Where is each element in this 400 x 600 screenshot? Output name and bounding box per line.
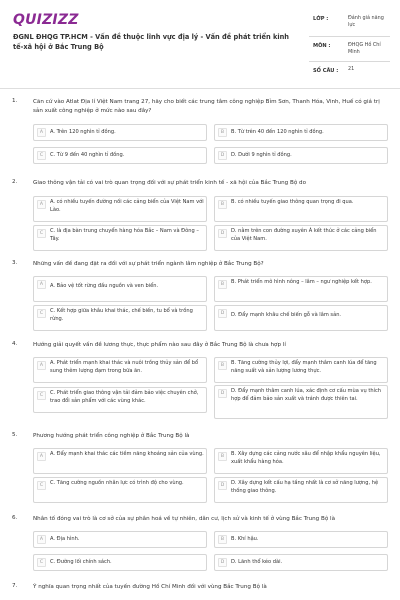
option-letter: C [37,229,46,238]
option-text: A. Trên 120 nghìn tỉ đồng. [50,129,116,135]
option-d[interactable] [214,477,388,503]
option-c[interactable] [33,147,207,164]
option-text: B. Tăng cường thủy lợi, đẩy mạnh thâm canh lúa để tăng năng suất và sản lượng lương thực. [231,360,377,374]
option-letter: B [218,361,227,370]
class-label: LỚP : [313,16,329,22]
option-letter: A [37,128,46,137]
option-b[interactable] [214,124,388,141]
option-letter: A [37,280,46,289]
option-d[interactable] [214,225,388,251]
question-text: Phương hướng phát triển công nghiệp ở Bắc Trung Bộ là [33,433,190,439]
option-letter: D [218,229,227,238]
question-number: 1. [12,98,18,104]
meta-row-class [309,10,390,37]
header-divider [0,88,400,89]
option-letter: A [37,535,46,544]
option-b[interactable] [214,196,388,222]
option-letter: D [218,309,227,318]
subject-value: ĐHQG Hồ Chí Minh [348,42,381,56]
option-text: A. Địa hình. [50,536,80,542]
option-c[interactable] [33,225,207,251]
option-d[interactable] [214,385,388,419]
option-text: A. Đẩy mạnh khai thác các tiềm năng khoáng sản của vùng. [50,451,204,457]
option-letter: D [218,558,227,567]
option-text: B. Phát triển mô hình nông – lâm – ngư nghiệp kết hợp. [231,279,372,285]
question-number: 5. [12,432,18,438]
option-b[interactable] [214,357,388,383]
option-text: C. Kết hợp giữa khâu khai thác, chế biến, tu bổ và trồng rừng. [50,308,193,322]
option-text: A. có nhiều tuyến đường nối các cảng biển của Việt Nam với Lào. [50,199,204,213]
question-number: 2. [12,179,18,185]
option-letter: A [37,361,46,370]
option-a[interactable] [33,124,207,141]
option-a[interactable] [33,276,207,302]
option-letter: B [218,280,227,289]
option-letter: B [218,535,227,544]
option-text: A. Bảo vệ tốt rừng đầu nguồn và ven biển. [50,283,159,289]
option-text: B. Khí hậu. [231,536,259,542]
option-letter: B [218,200,227,209]
option-letter: D [218,389,227,398]
option-letter: B [218,452,227,461]
option-text: D. nằm trên con đường xuyên Á kết thúc ở các cảng biển của Việt Nam. [231,228,377,242]
option-b[interactable] [214,531,388,548]
option-text: D. Dưới 9 nghìn tỉ đồng. [231,152,292,158]
option-d[interactable] [214,554,388,571]
option-letter: A [37,452,46,461]
subject-label: MÔN : [313,43,331,49]
option-text: D. Đẩy mạnh khâu chế biến gỗ và lâm sản. [231,312,342,318]
option-text: D. Xây dựng kết cấu hạ tầng nhất là cơ sở năng lượng, hệ thống giao thông. [231,480,379,494]
option-text: C. Phát triển giao thông vận tải đảm bảo việc chuyên chở, trao đổi sản phẩm với các vùng khác. [50,390,199,404]
question-number: 3. [12,260,18,266]
option-text: A. Phát triển mạnh khai thác và nuôi trồng thủy sản để bổ sung thêm lượng đạm trong bữa ăn. [50,360,199,374]
option-d[interactable] [214,305,388,331]
option-letter: C [37,151,46,160]
question-number: 7. [12,583,18,589]
question-text: Ý nghĩa quan trọng nhất của tuyến đường Hồ Chí Minh đối với vùng Bắc Trung Bộ là [33,584,267,590]
question-text: Căn cứ vào Atlat Địa lí Việt Nam trang 27, hãy cho biết các trung tâm công nghiệp Bỉm Sơn, Thanh Hóa, Vinh, Huế có giá trị sản xuất công nghiệp ở mức nào sau đây? [33,99,380,114]
option-c[interactable] [33,305,207,331]
meta-row-subject [309,37,390,62]
meta-row-count [309,62,390,77]
question-text: Những vấn đề đang đặt ra đối với sự phát triển ngành lâm nghiệp ở Bắc Trung Bộ? [33,261,264,267]
option-letter: B [218,128,227,137]
option-a[interactable] [33,448,207,474]
question-text: Nhân tố đóng vai trò là cơ sở của sự phân hoá về tự nhiên, dân cư, lịch sử và kinh tế ở vùng Bắc Trung Bộ là [33,516,336,522]
option-text: C. Tăng cường nguồn nhân lực có trình độ cho vùng. [50,480,184,486]
option-a[interactable] [33,196,207,222]
option-text: B. Từ trên 40 đến 120 nghìn tỉ đồng. [231,129,324,135]
count-label: SỐ CÂU : [313,68,339,74]
option-letter: D [218,151,227,160]
option-letter: C [37,558,46,567]
option-c[interactable] [33,477,207,503]
option-letter: C [37,391,46,400]
meta-box [309,10,390,77]
option-text: B. Xây dựng các cảng nước sâu để nhập khẩu nguyên liệu, xuất khẩu hàng hóa. [231,451,381,465]
question-text: Giao thông vận tải có vai trò quan trọng đối với sự phát triển kinh tế - xã hội của Bắc Trung Bộ do [33,180,306,186]
question-number: 6. [12,515,18,521]
option-text: C. Từ 9 đến 40 nghìn tỉ đồng. [50,152,125,158]
option-text: C. Đường lối chính sách. [50,559,112,565]
question-number: 4. [12,341,18,347]
quizizz-logo: QUIZIZZ [13,12,79,28]
option-text: B. có nhiều tuyến giao thông quan trọng đi qua. [231,199,354,205]
class-value: Đánh giá năng lực [348,15,384,29]
option-letter: D [218,481,227,490]
option-letter: C [37,309,46,318]
option-c[interactable] [33,387,207,413]
option-a[interactable] [33,357,207,383]
option-b[interactable] [214,276,388,302]
option-letter: C [37,481,46,490]
worksheet-title: ĐGNL ĐHQG TP.HCM - Vấn đề thuộc lĩnh vực địa lý - Vấn đề phát triển kinh tế-xã hội ở Bắc Trung Bộ [13,33,289,51]
option-text: C. là địa bàn trung chuyển hàng hóa Bắc – Nam và Đông – Tây. [50,228,199,242]
option-b[interactable] [214,448,388,474]
option-d[interactable] [214,147,388,164]
option-text: D. Đẩy mạnh thâm canh lúa, xác định cơ cấu mùa vụ thích hợp để đảm bảo sản xuất và tránh được thiên tai. [231,388,381,402]
option-a[interactable] [33,531,207,548]
worksheet-header [0,0,400,88]
option-letter: A [37,200,46,209]
count-value: 21 [348,66,355,72]
option-c[interactable] [33,554,207,571]
question-text: Hướng giải quyết vấn đề lương thực, thực phẩm nào sau đây ở Bắc Trung Bộ là chưa hợp lí [33,342,286,348]
option-text: D. Lãnh thổ kéo dài. [231,559,283,565]
